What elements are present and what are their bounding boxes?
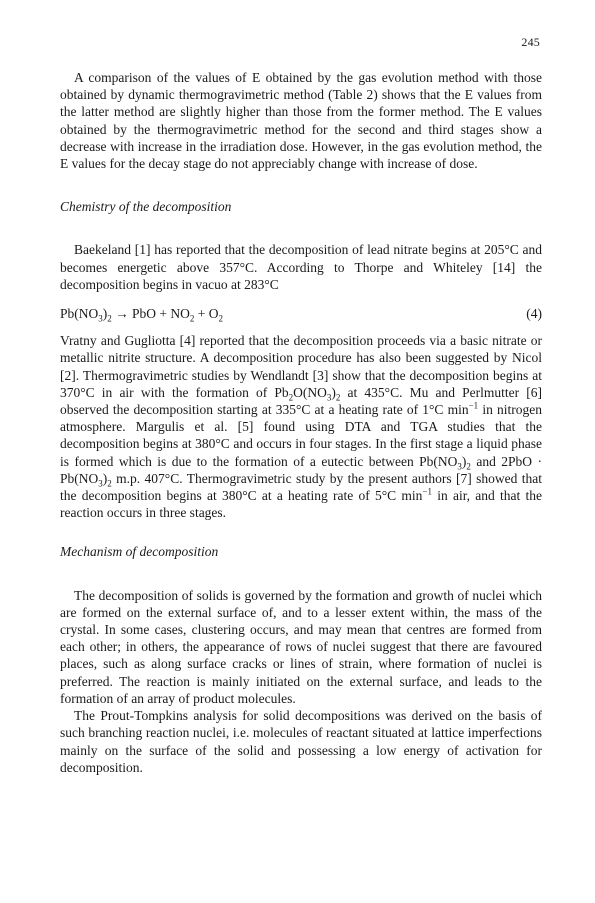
section-heading-mechanism: Mechanism of decomposition (60, 544, 219, 560)
page-number: 245 (521, 35, 540, 49)
page-body (60, 69, 542, 776)
equation-formula: $Pb(NO_3)_2$ → PbO + $NO_2 + O_2$ (60, 306, 224, 324)
section-heading-chemistry: Chemistry of the decomposition (60, 199, 232, 215)
paragraph-vratny: Vratny and Gugliotta [4] reported that the decomposition proceeds via a basic nitrate or metallic nitrite structure. A decomposition procedure has also been suggested by Nicol [2]. Thermogravimetric studies by Wendlandt [3] show that the decomposition begins at 370°C in air with the formation of $Pb_2O(NO_3)_2$ at 435°C. Mu and Perlmutter [6] observed the decomposition starting at 335°C at a heating rate of 1°C $\min^{-1}$ in nitrogen atmosphere. Margulis et al. [5] found using DTA and TGA studies that the decomposition begins at 380°C and occurs in four stages. In the first stage a liquid phase is formed which is due to the formation of a eutectic between $Pb(NO_3)_2$ and $2PbO \cdot Pb(NO_3)_2$ m.p. 407°C. Thermogravimetric study by the present authors [7] showed that the decomposition begins at 380°C at a heating rate of 5°C $\min^{-1}$ in air, and that the reaction occurs in three stages. (60, 333, 542, 521)
paragraph-comparison: A comparison of the values of E obtained by the gas evolution method with those obtained by dynamic thermogravimetric method (Table 2) shows that the E values from the latter method are slightly higher than those from the former method. The E values obtained by the thermogravimetric method for the second and third stages show a decrease with increase in the irradiation dose. However, in the gas evolution method, the E values for the decay stage do not appreciably change with increase of dose. (60, 70, 542, 172)
equation-number: (4) (526, 306, 542, 322)
paragraph-nuclei: The decomposition of solids is governed by the formation and growth of nuclei which are formed on the external surface of, and to a lesser extent within, the mass of the crystal. In some cases, clustering occurs, and may mean that centres are formed from each other; in others, the appearance of rows of nuclei suggest that there are favoured places, such as along surface cracks or lines of strain, where formation of nuclei is preferred. The reaction is mainly initiated on the external surface, and leads to the formation of an array of product molecules. (60, 587, 542, 706)
paragraph-baekeland: Baekeland [1] has reported that the decomposition of lead nitrate begins at 205°C and becomes energetic above 357°C. According to Thorpe and Whiteley [14] the decomposition begins in vacuo at 283°C (60, 242, 542, 292)
equation-4 (60, 305, 542, 322)
paragraph-prout-tompkins: The Prout-Tompkins analysis for solid decompositions was derived on the basis of such branching reaction nuclei, i.e. molecules of reactant situated at lattice imperfections mainly on the surface of the solid and possessing a low energy of activation for decomposition. (60, 708, 542, 775)
